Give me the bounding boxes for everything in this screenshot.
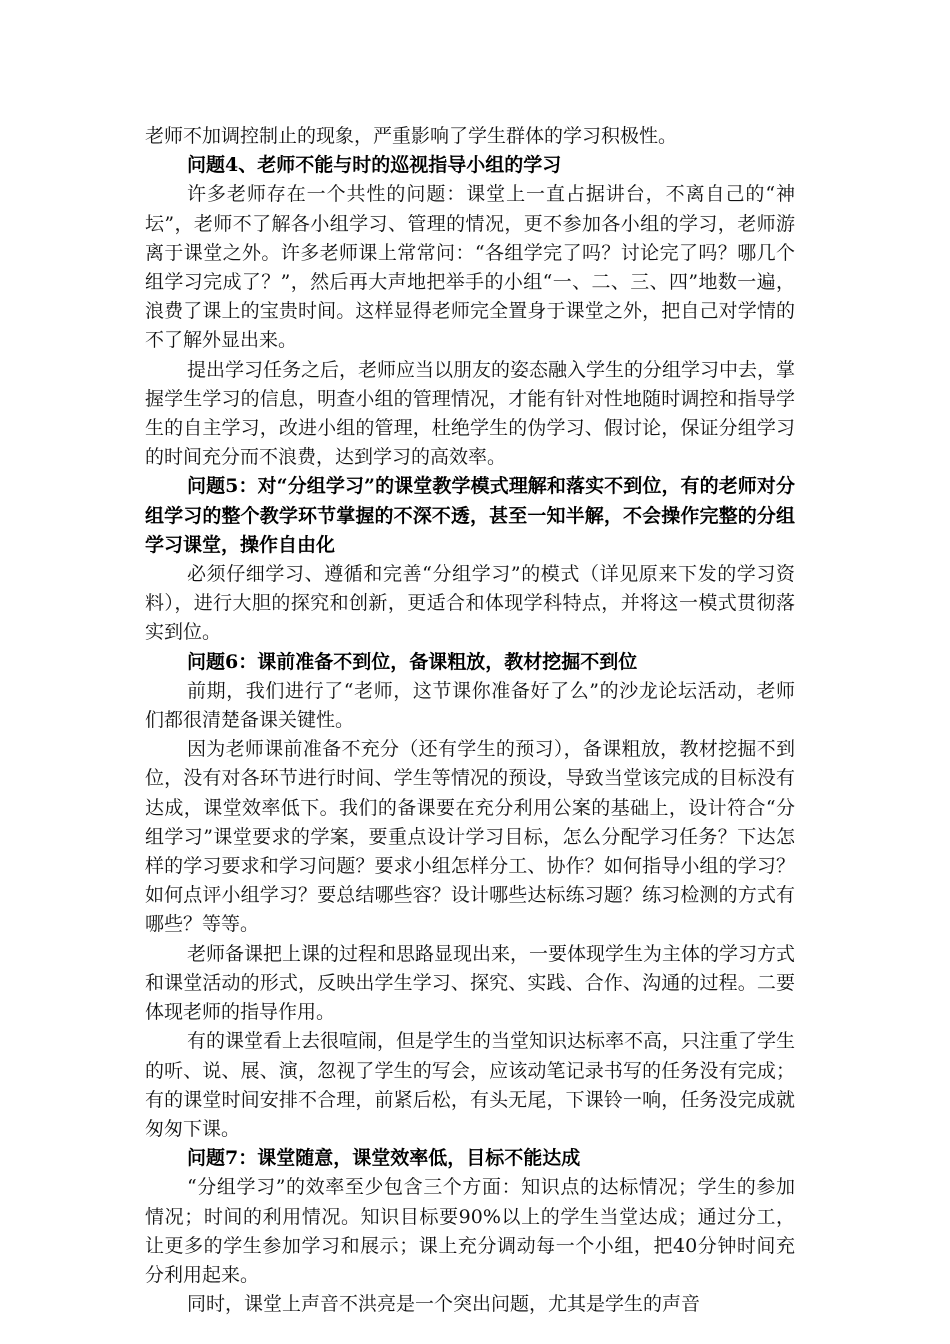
section-heading-problem-5: 问题5：对“分组学习”的课堂教学模式理解和落实不到位，有的老师对分组学习的整个教学环节掌握的不深不透，甚至一知半解，不会操作完整的分组学习课堂，操作自由化 — [145, 475, 795, 556]
paragraph: 前期，我们进行了“老师，这节课你准备好了么”的沙龙论坛活动，老师们都很清楚备课关键性。 — [145, 679, 795, 732]
paragraph: 因为老师课前准备不充分（还有学生的预习），备课粗放，教材挖掘不到位，没有对各环节进行时间、学生等情况的预设，导致当堂该完成的目标没有达成，课堂效率低下。我们的备课要在充分利用公案的基础上，设计符合“分组学习”课堂要求的学案，要重点设计学习目标，怎么分配学习任务？下达怎样的学习要求和学习问题？要求小组怎样分工、协作？如何指导小组的学习？如何点评小组学习？要总结哪些容？设计哪些达标练习题？练习检测的方式有哪些？等等。 — [145, 738, 795, 936]
paragraph: 老师备课把上课的过程和思路显现出来，一要体现学生为主体的学习方式和课堂活动的形式，反映出学生学习、探究、实践、合作、沟通的过程。二要体现老师的指导作用。 — [145, 942, 796, 1024]
document-body — [145, 122, 795, 1319]
paragraph: 提出学习任务之后，老师应当以朋友的姿态融入学生的分组学习中去，掌握学生学习的信息，明查小组的管理情况，才能有针对性地随时调控和指导学生的自主学习，改进小组的管理，杜绝学生的伪学习、假讨论，保证分组学习的时间充分而不浪费，达到学习的高效率。 — [145, 358, 796, 469]
paragraph: 许多老师存在一个共性的问题：课堂上一直占据讲台，不离自己的“神坛”，老师不了解各小组学习、管理的情况，更不参加各小组的学习，老师游离于课堂之外。许多老师课上常常问：“各组学完了吗？讨论完了吗？哪几个组学习完成了？”，然后再大声地把举手的小组“一、二、三、四”地数一遍，浪费了课上的宝贵时间。这样显得老师完全置身于课堂之外，把自己对学情的不了解外显出来。 — [145, 183, 795, 352]
section-heading-problem-4: 问题4、老师不能与时的巡视指导小组的学习 — [187, 154, 562, 177]
paragraph: 同时，课堂上声音不洪亮是一个突出问题，尤其是学生的声音 — [187, 1293, 701, 1316]
section-heading-problem-6: 问题6：课前准备不到位，备课粗放，教材挖掘不到位 — [187, 650, 638, 673]
section-heading-problem-7: 问题7：课堂随意，课堂效率低，目标不能达成 — [187, 1147, 581, 1170]
paragraph: 必须仔细学习、遵循和完善“分组学习”的模式（详见原来下发的学习资料），进行大胆的探究和创新，更适合和体现学科特点，并将这一模式贯彻落实到位。 — [145, 563, 795, 644]
paragraph: “分组学习”的效率至少包含三个方面：知识点的达标情况；学生的参加情况；时间的利用情况。知识目标要90%以上的学生当堂达成；通过分工，让更多的学生参加学习和展示；课上充分调动每一个小组，把40分钟时间充分利用起来。 — [145, 1176, 795, 1286]
paragraph-continued: 老师不加调控制止的现象，严重影响了学生群体的学习积极性。 — [145, 125, 678, 147]
paragraph: 有的课堂看上去很喧闹，但是学生的当堂知识达标率不高，只注重了学生的听、说、展、演，忽视了学生的写会，应该动笔记录书写的任务没有完成；有的课堂时间安排不合理，前紧后松，有头无尾，下课铃一响，任务没完成就匆匆下课。 — [145, 1030, 796, 1140]
